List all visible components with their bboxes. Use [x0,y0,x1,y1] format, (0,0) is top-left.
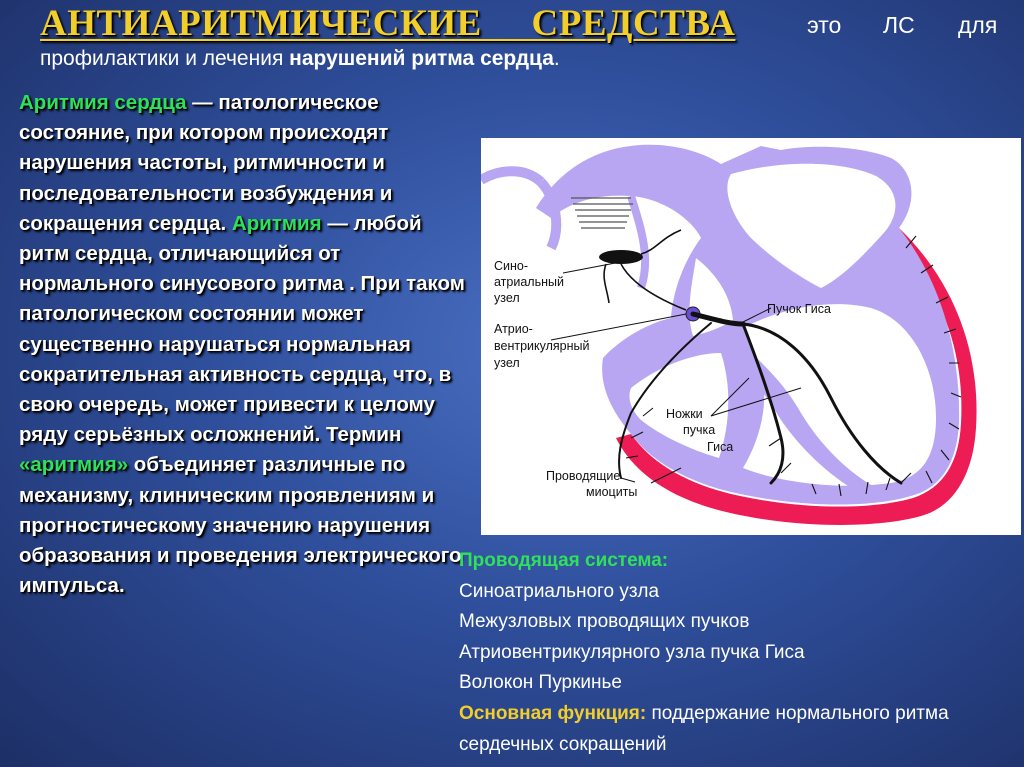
term-arrhythmia-heart: Аритмия сердца [19,91,187,114]
label-bundle-branches-1: Ножки [666,407,703,421]
label-conducting-myocytes-2: миоциты [586,485,638,499]
conduction-item: Синоатриального узла [459,580,660,602]
title-word-eto: это [807,12,842,38]
subtitle [40,47,560,71]
term-arrhythmia-quoted: «аритмия» [19,453,129,477]
page-title: АНТИАРИТМИЧЕСКИЕ СРЕДСТВА [40,3,736,44]
heart-conduction-diagram [481,138,1021,535]
label-av-node-2: вентрикулярный [494,339,590,353]
main-function-label: Основная функция: [459,702,647,724]
title-word-dlya: для [958,12,998,38]
label-his-bundle: Пучок Гиса [767,302,831,316]
conduction-heading: Проводящая система: [459,550,669,571]
term-arrhythmia: Аритмия [231,211,322,235]
title-word-ls: ЛС [883,12,915,38]
label-sa-node-1: Сино- [494,259,529,273]
vena-cava-rings [571,198,633,228]
subtitle-bold: нарушений ритма сердца [289,47,554,70]
definition-text-3: объединяет различные по механизму, клиническим проявлениям и прогностическому значению нарушения образования и проведения электрического импульса. [19,453,462,598]
label-sa-node-3: узел [494,291,520,305]
label-bundle-branches-3: Гиса [707,440,734,454]
definition-text-2: — любой ритм сердца, отличающийся от нормального синусового ритма . При таком патологическом состоянии может существенно нарушаться нормальная сократительная активность сердца, что, в свою очередь, может привести к целому ряду серьёзных осложнений. Термин [19,211,465,447]
label-sa-node-2: атриальный [494,275,564,289]
label-av-node-3: узел [494,356,520,370]
pulmonary-vessel [631,196,645,288]
heart-diagram-svg [481,138,1021,535]
subtitle-prefix: профилактики и лечения [40,47,290,70]
label-av-node-1: Атрио- [494,322,533,336]
main-function-text: поддержание нормального ритма сердечных сокращений [459,702,949,755]
conduction-system-list [459,546,1019,760]
subtitle-suffix: . [553,47,560,70]
conduction-item: Межузловых проводящих пучков [459,611,750,633]
definition-text-1: — патологическое состояние, при котором происходят нарушения частоты, ритмичности и последовательности возбуждения и сокращения сердца. [19,91,393,235]
conduction-item: Атриовентрикулярного узла пучка Гиса [459,641,805,663]
conduction-item: Волокон Пуркинье [459,672,622,694]
arrhythmia-definition [19,88,469,601]
label-bundle-branches-2: пучка [683,423,716,437]
main-function [459,699,1019,760]
label-conducting-myocytes-1: Проводящие [546,469,621,483]
